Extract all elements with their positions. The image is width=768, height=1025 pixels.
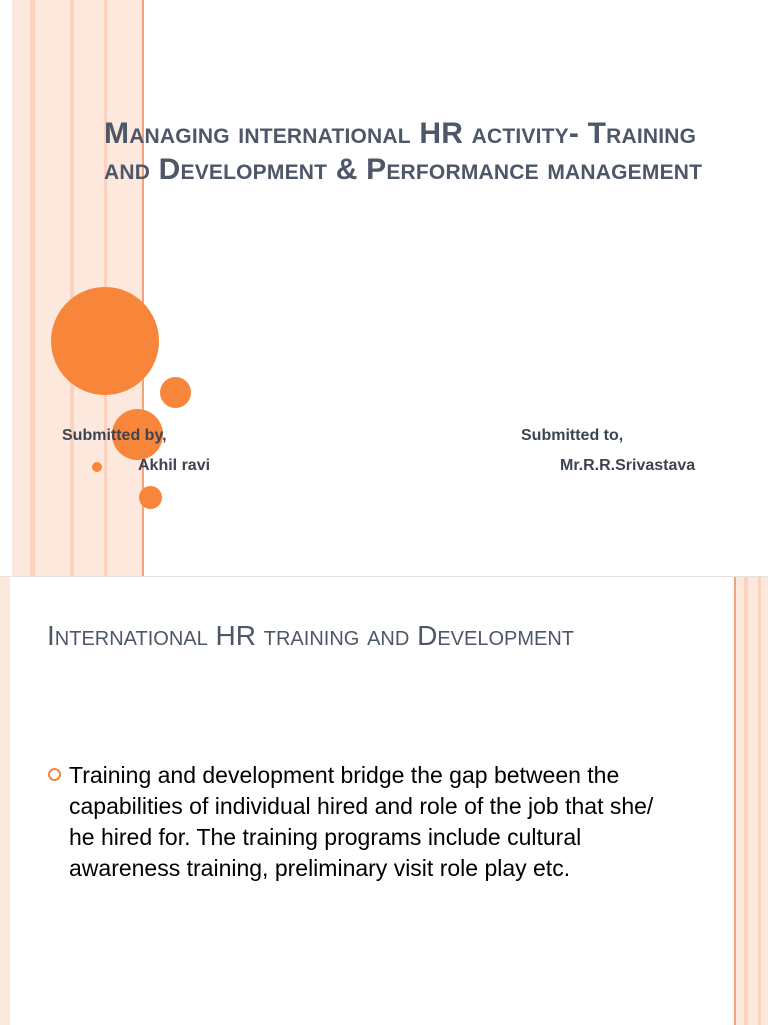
bullet-ring-icon bbox=[48, 768, 61, 781]
small-orange-circle bbox=[139, 486, 162, 509]
submitted-to-label: Submitted to, bbox=[521, 427, 624, 444]
bullet-dot bbox=[92, 462, 102, 472]
decorative-stripe bbox=[758, 577, 761, 1025]
small-orange-circle bbox=[160, 377, 191, 408]
content-slide-title: International HR training and Development bbox=[47, 620, 575, 651]
decorative-stripe-edge bbox=[0, 577, 10, 1025]
slide-title: Managing international HR activity- Training and Development & Performance management bbox=[104, 117, 703, 186]
bullet-text: Training and development bridge the gap between the capabilities of individual hired and role of the job that she/ he hired for. The training programs include cultural awareness training, preliminary visit role play etc. bbox=[69, 762, 654, 881]
submitted-to-name: Mr.R.R.Srivastava bbox=[560, 457, 696, 474]
decorative-stripe bbox=[734, 577, 736, 1025]
submitted-by-label: Submitted by, bbox=[62, 427, 167, 444]
decorative-stripe-band bbox=[734, 577, 768, 1025]
decorative-stripe bbox=[744, 577, 748, 1025]
large-orange-circle bbox=[51, 287, 159, 395]
decorative-stripe bbox=[70, 0, 74, 576]
decorative-stripe bbox=[30, 0, 35, 576]
submitted-by-name: Akhil ravi bbox=[138, 457, 211, 474]
